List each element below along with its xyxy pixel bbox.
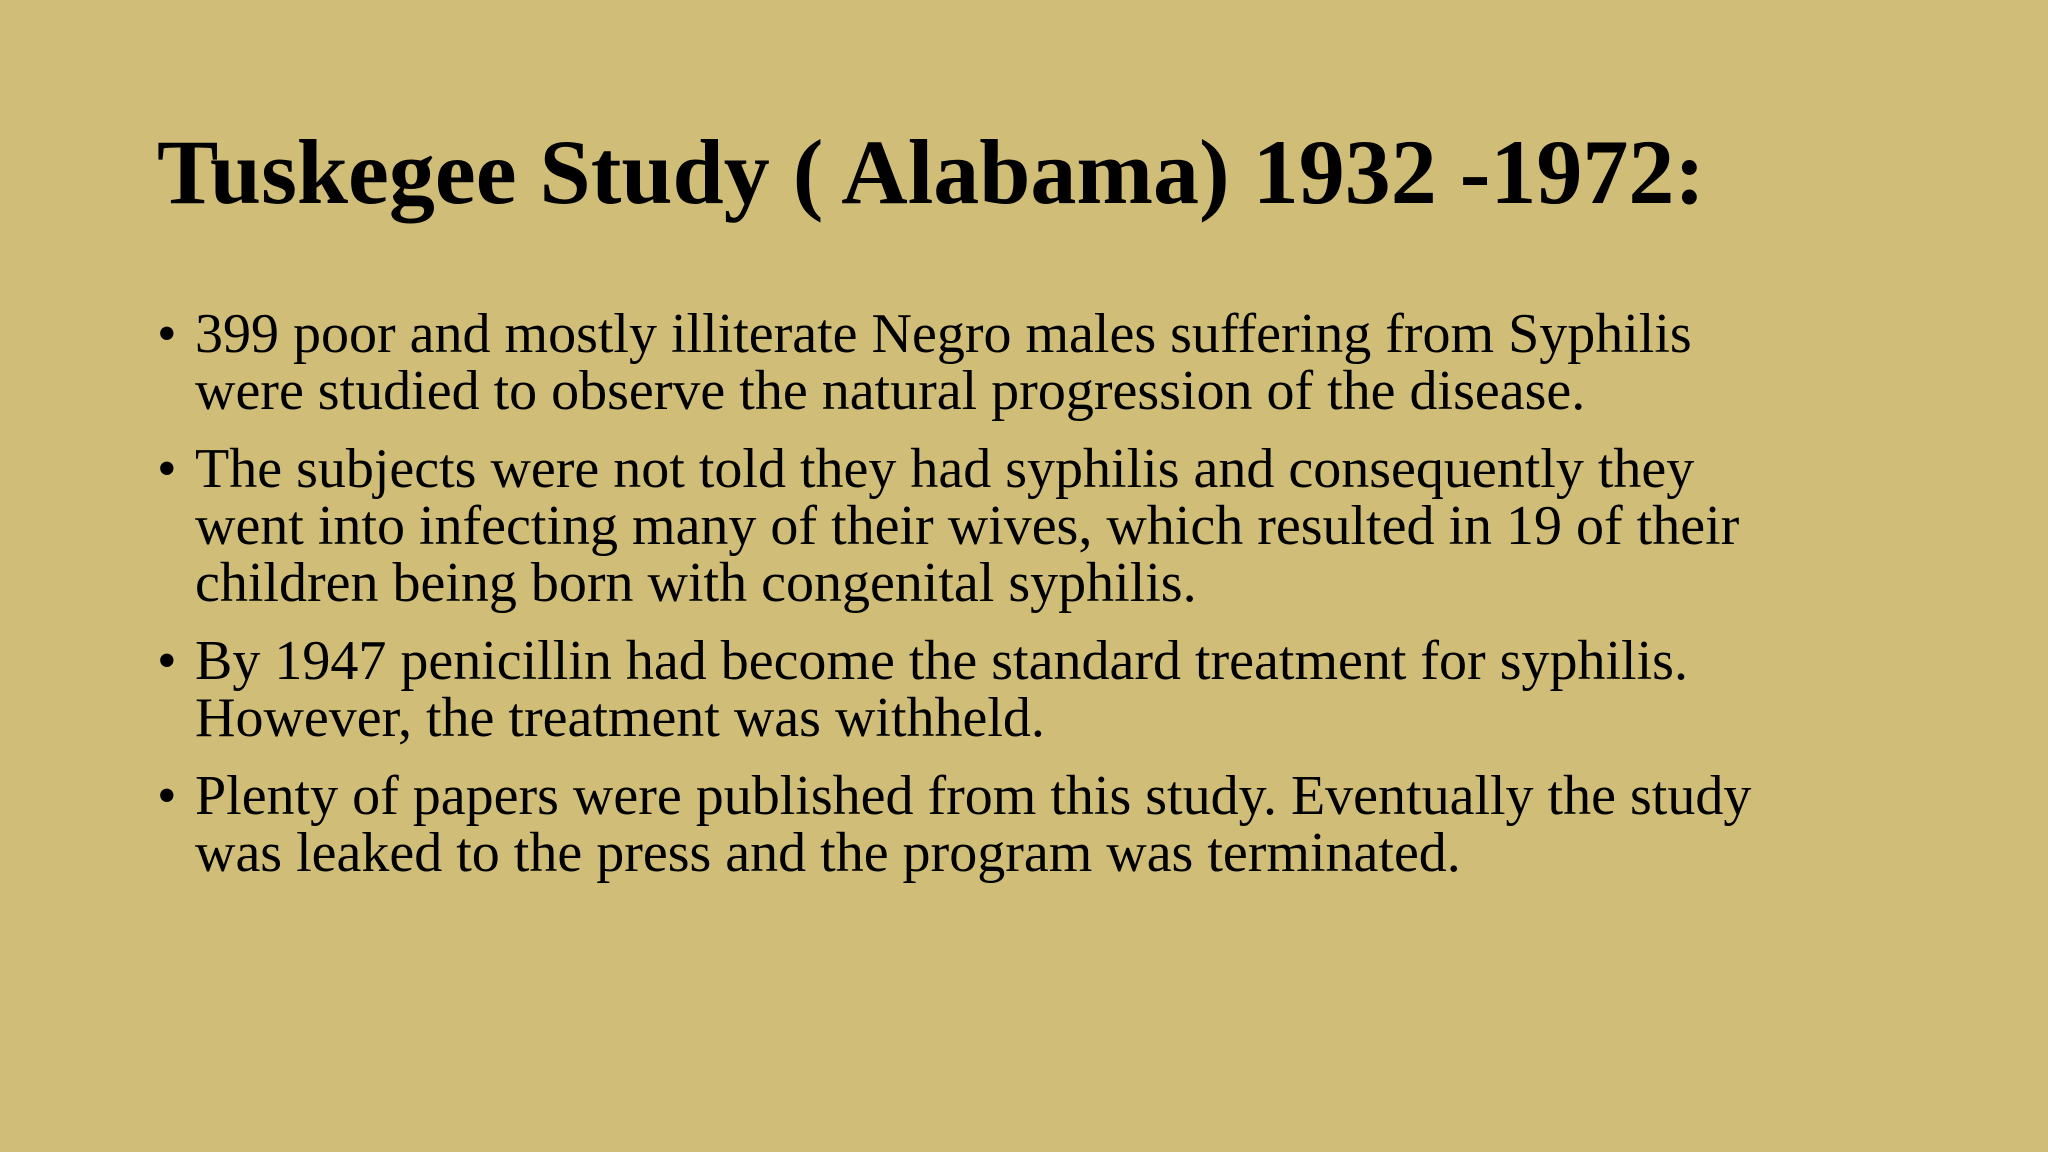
bullet-icon: • xyxy=(157,765,177,827)
bullet-icon: • xyxy=(157,438,177,500)
bullet-text: The subjects were not told they had syphilis and consequently they went into infecting many of their wives, which resulted in 19 of their children being born with congenital syphilis. xyxy=(195,438,1740,614)
bullet-text: 399 poor and mostly illiterate Negro males suffering from Syphilis were studied to observe the natural progression of the disease. xyxy=(195,303,1692,422)
slide-title: Tuskegee Study ( Alabama) 1932 -1972: xyxy=(157,121,1705,223)
list-item xyxy=(157,630,1797,749)
bullet-text: By 1947 penicillin had become the standard treatment for syphilis. However, the treatment was withheld. xyxy=(195,630,1688,749)
list-item xyxy=(157,765,1797,884)
bullet-icon: • xyxy=(157,630,177,692)
bullet-text: Plenty of papers were published from this study. Eventually the study was leaked to the press and the program was terminated. xyxy=(195,765,1752,884)
bullet-icon: • xyxy=(157,303,177,365)
list-item xyxy=(157,438,1797,614)
bullet-list xyxy=(157,303,1797,903)
list-item xyxy=(157,303,1797,422)
